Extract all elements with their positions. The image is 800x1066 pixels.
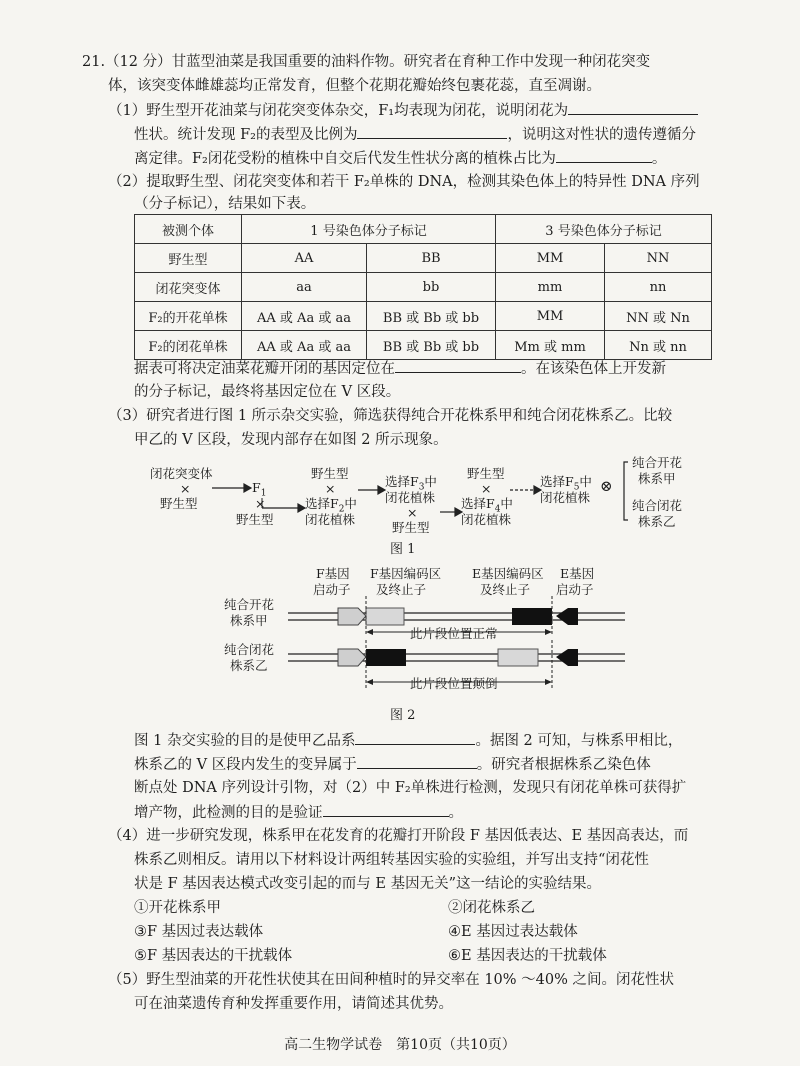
f-coding-block-inverted bbox=[498, 649, 538, 666]
part3b-text-e: 增产物，此检测的目的是验证 bbox=[134, 805, 323, 821]
part3b-text-c: 株系乙的 V 区段内发生的变异属于 bbox=[134, 757, 357, 773]
part1-line3 bbox=[134, 148, 666, 169]
part4-line3: 状是 F 基因表达模式改变引起的而与 E 基因无关”这一结论的实验结果。 bbox=[134, 876, 601, 892]
part1-text-a: （1）野生型开花油菜与闭花突变体杂交，F₁均表现为闭花，说明闭花为 bbox=[108, 103, 569, 119]
table-header-row bbox=[135, 215, 712, 244]
part1-text-c: ，说明这对性状的遗传遵循分 bbox=[507, 127, 696, 143]
fig1-select-f5-plant: 闭花植株 bbox=[540, 490, 591, 505]
fig2-caption: 图 2 bbox=[390, 708, 416, 723]
fig1-select-f2-plant: 闭花植株 bbox=[305, 512, 356, 527]
part4-line1: （4）进一步研究发现，株系甲在花发育的花瓣打开阶段 F 基因低表达、E 基因高表达，而 bbox=[108, 828, 689, 844]
fig1-select-text: 选择F bbox=[540, 474, 574, 489]
table-row bbox=[135, 331, 712, 360]
fig1-wild3-label: 野生型 bbox=[311, 466, 349, 481]
fig1-arrows bbox=[0, 460, 800, 540]
fig1-sub: 3 bbox=[418, 482, 425, 493]
table-cell: BB 或 Bb 或 bb bbox=[367, 302, 496, 331]
answer-blank-7[interactable] bbox=[323, 802, 449, 817]
fig1-cross-symbol: × bbox=[407, 505, 418, 520]
fig2-e-promoter-2: 启动子 bbox=[556, 582, 594, 597]
answer-blank-5[interactable] bbox=[355, 730, 475, 745]
part3-line2: 甲乙的 V 区段，发现内部存在如图 2 所示现象。 bbox=[134, 432, 448, 448]
table-cell: NN bbox=[605, 244, 712, 273]
table-cell: MM bbox=[496, 244, 605, 273]
page-footer: 高二生物学试卷 第10页（共10页） bbox=[284, 1037, 516, 1053]
part3b-text-f: 。 bbox=[448, 805, 463, 821]
fig2-lineA-1: 纯合开花 bbox=[224, 597, 275, 612]
fig2-f-promoter-1: F基因 bbox=[316, 566, 350, 581]
answer-blank-1[interactable] bbox=[568, 100, 698, 115]
fig1-sub: 5 bbox=[573, 482, 580, 493]
table-cell: NN 或 Nn bbox=[605, 302, 712, 331]
fig1-select-text: 中 bbox=[424, 474, 437, 489]
table-cell: 闭花突变体 bbox=[135, 273, 242, 302]
fig1-wild2-label: 野生型 bbox=[236, 512, 274, 527]
part3b-line1 bbox=[134, 730, 682, 751]
table-cell: AA 或 Aa 或 aa bbox=[242, 331, 367, 360]
e-coding-block bbox=[512, 608, 552, 625]
fig1-f1-sub: 1 bbox=[260, 488, 267, 499]
option-5: ⑤F 基因表达的干扰载体 bbox=[134, 948, 293, 964]
option-4: ④E 基因过表达载体 bbox=[448, 924, 578, 940]
fig1-cross-symbol: × bbox=[180, 481, 191, 496]
table-cell: F₂的开花单株 bbox=[135, 302, 242, 331]
fig1-select-text: 选择F bbox=[385, 474, 419, 489]
question-21-head-cont: 体，该突变体雌雄蕊均正常发育，但整个花期花瓣始终包裹花蕊，直至凋谢。 bbox=[108, 78, 601, 94]
fig1-cross-symbol: × bbox=[255, 496, 266, 511]
marker-table bbox=[134, 214, 712, 360]
table-cell: mm bbox=[496, 273, 605, 302]
fig1-wild-label: 野生型 bbox=[160, 496, 198, 511]
option-6: ⑥E 基因表达的干扰载体 bbox=[448, 948, 607, 964]
fig2-lineB-1: 纯合闭花 bbox=[224, 642, 275, 657]
fig1-mutant-label: 闭花突变体 bbox=[150, 466, 213, 481]
fig1-select-text: 中 bbox=[500, 496, 513, 511]
table-cell: BB 或 Bb 或 bb bbox=[367, 331, 496, 360]
table-row bbox=[135, 273, 712, 302]
fig2-e-promoter-1: E基因 bbox=[560, 566, 595, 581]
table-cell: bb bbox=[367, 273, 496, 302]
e-promoter-arrow bbox=[556, 608, 578, 625]
answer-blank-4[interactable] bbox=[395, 358, 521, 373]
f-promoter-arrow bbox=[338, 608, 366, 625]
table-cell: MM bbox=[496, 302, 605, 331]
table-cell: aa bbox=[242, 273, 367, 302]
table-cell: nn bbox=[605, 273, 712, 302]
fig1-wild5-label: 野生型 bbox=[467, 466, 505, 481]
fig1-select-f3-plant: 闭花植株 bbox=[385, 490, 436, 505]
part3-line1: （3）研究者进行图 1 所示杂交实验，筛选获得纯合开花株系甲和纯合闭花株系乙。比较 bbox=[108, 408, 673, 424]
fig2-diagram bbox=[0, 596, 800, 726]
f-coding-block bbox=[366, 608, 404, 625]
part5-line1: （5）野生型油菜的开花性状使其在田间种植时的异交率在 10% ～40% 之间。闭花性状 bbox=[108, 972, 675, 988]
fig2-e-coding-2: 及终止子 bbox=[480, 582, 531, 597]
fig1-select-text: 中 bbox=[344, 496, 357, 511]
e-coding-block-inverted bbox=[366, 649, 406, 666]
part3b-line4 bbox=[134, 802, 463, 823]
table-cell: 野生型 bbox=[135, 244, 242, 273]
fig2-lineA-2: 株系甲 bbox=[230, 613, 268, 628]
table-header-cell: 被测个体 bbox=[135, 215, 242, 244]
part1-text-e: 。 bbox=[651, 151, 667, 167]
table-row bbox=[135, 244, 712, 273]
fig2-normal-label: 此片段位置正常 bbox=[410, 626, 498, 641]
table-header-cell: 1 号染色体分子标记 bbox=[242, 215, 496, 244]
table-cell: BB bbox=[367, 244, 496, 273]
table-cell: Nn 或 nn bbox=[605, 331, 712, 360]
fig1-sub: 4 bbox=[494, 504, 501, 515]
fig1-out-a2: 株系甲 bbox=[638, 471, 676, 486]
part2-line2: （分子标记），结果如下表。 bbox=[134, 196, 316, 212]
table-row bbox=[135, 302, 712, 331]
part3b-text-a: 图 1 杂交实验的目的是使甲乙品系 bbox=[134, 733, 356, 749]
fig1-wild4-label: 野生型 bbox=[392, 520, 430, 535]
fig2-f-promoter-2: 启动子 bbox=[313, 582, 351, 597]
table-cell: AA 或 Aa 或 aa bbox=[242, 302, 367, 331]
fig2-e-coding-1: E基因编码区 bbox=[472, 566, 544, 581]
fig1-caption: 图 1 bbox=[390, 542, 416, 557]
table-cell: F₂的闭花单株 bbox=[135, 331, 242, 360]
part1-line2 bbox=[134, 124, 696, 145]
fig1-f1-text: F bbox=[252, 480, 261, 495]
part2-after-line1 bbox=[134, 358, 666, 379]
answer-blank-6[interactable] bbox=[357, 754, 477, 769]
fig1-cross-symbol: × bbox=[325, 481, 336, 496]
answer-blank-3[interactable] bbox=[556, 148, 652, 163]
table-cell: Mm 或 mm bbox=[496, 331, 605, 360]
table-header-cell: 3 号染色体分子标记 bbox=[496, 215, 712, 244]
f-promoter-arrow bbox=[338, 649, 366, 666]
part1-text-b: 性状。统计发现 F₂的表型及比例为 bbox=[134, 127, 358, 143]
part3b-text-d: 。研究者根据株系乙染色体 bbox=[476, 757, 651, 773]
part3b-line2 bbox=[134, 754, 651, 775]
fig1-out-a1: 纯合开花 bbox=[632, 455, 683, 470]
fig1-select-text: 选择F bbox=[305, 496, 339, 511]
fig1-out-b2: 株系乙 bbox=[638, 514, 676, 529]
question-21-head: 21.（12 分）甘蓝型油菜是我国重要的油料作物。研究者在育种工作中发现一种闭花突变 bbox=[82, 54, 651, 70]
part5-line2: 可在油菜遗传育种发挥重要作用，请简述其优势。 bbox=[134, 996, 453, 1012]
answer-blank-2[interactable] bbox=[357, 124, 507, 139]
part2b-text-b: 。在该染色体上开发新 bbox=[521, 361, 666, 377]
part3b-line3: 断点处 DNA 序列设计引物，对（2）中 F₂单株进行检测，发现只有闭花单株可获得扩 bbox=[134, 780, 687, 796]
fig1-out-b1: 纯合闭花 bbox=[632, 498, 683, 513]
option-3: ③F 基因过表达载体 bbox=[134, 924, 264, 940]
part1-line1 bbox=[108, 100, 698, 121]
table-cell: AA bbox=[242, 244, 367, 273]
e-promoter-arrow bbox=[556, 649, 578, 666]
part1-text-d: 离定律。F₂闭花受粉的植株中自交后代发生性状分离的植株占比为 bbox=[134, 151, 556, 167]
option-1: ①开花株系甲 bbox=[134, 900, 221, 916]
fig1-select-f4-plant: 闭花植株 bbox=[461, 512, 512, 527]
fig1-select-text: 中 bbox=[579, 474, 592, 489]
fig2-f-coding-1: F基因编码区 bbox=[370, 566, 442, 581]
fig2-inverted-label: 此片段位置颠倒 bbox=[410, 676, 498, 691]
part2-after-line2: 的分子标记，最终将基因定位在 V 区段。 bbox=[134, 384, 401, 400]
fig1-sub: 2 bbox=[338, 504, 345, 515]
part3b-text-b: 。据图 2 可知，与株系甲相比， bbox=[475, 733, 683, 749]
option-2: ②闭花株系乙 bbox=[448, 900, 535, 916]
part2b-text-a: 据表可将决定油菜花瓣开闭的基因定位在 bbox=[134, 361, 395, 377]
part2-line1: （2）提取野生型、闭花突变体和若干 F₂单株的 DNA，检测其染色体上的特异性 DNA 序列 bbox=[108, 174, 700, 190]
fig1-selfing-symbol: ⊗ bbox=[600, 477, 613, 495]
fig2-lineB-2: 株系乙 bbox=[230, 658, 268, 673]
fig1-select-text: 选择F bbox=[461, 496, 495, 511]
fig2-f-coding-2: 及终止子 bbox=[376, 582, 427, 597]
fig1-cross-symbol: × bbox=[481, 481, 492, 496]
part4-line2: 株系乙则相反。请用以下材料设计两组转基因实验的实验组，并写出支持“闭花性 bbox=[134, 852, 649, 868]
